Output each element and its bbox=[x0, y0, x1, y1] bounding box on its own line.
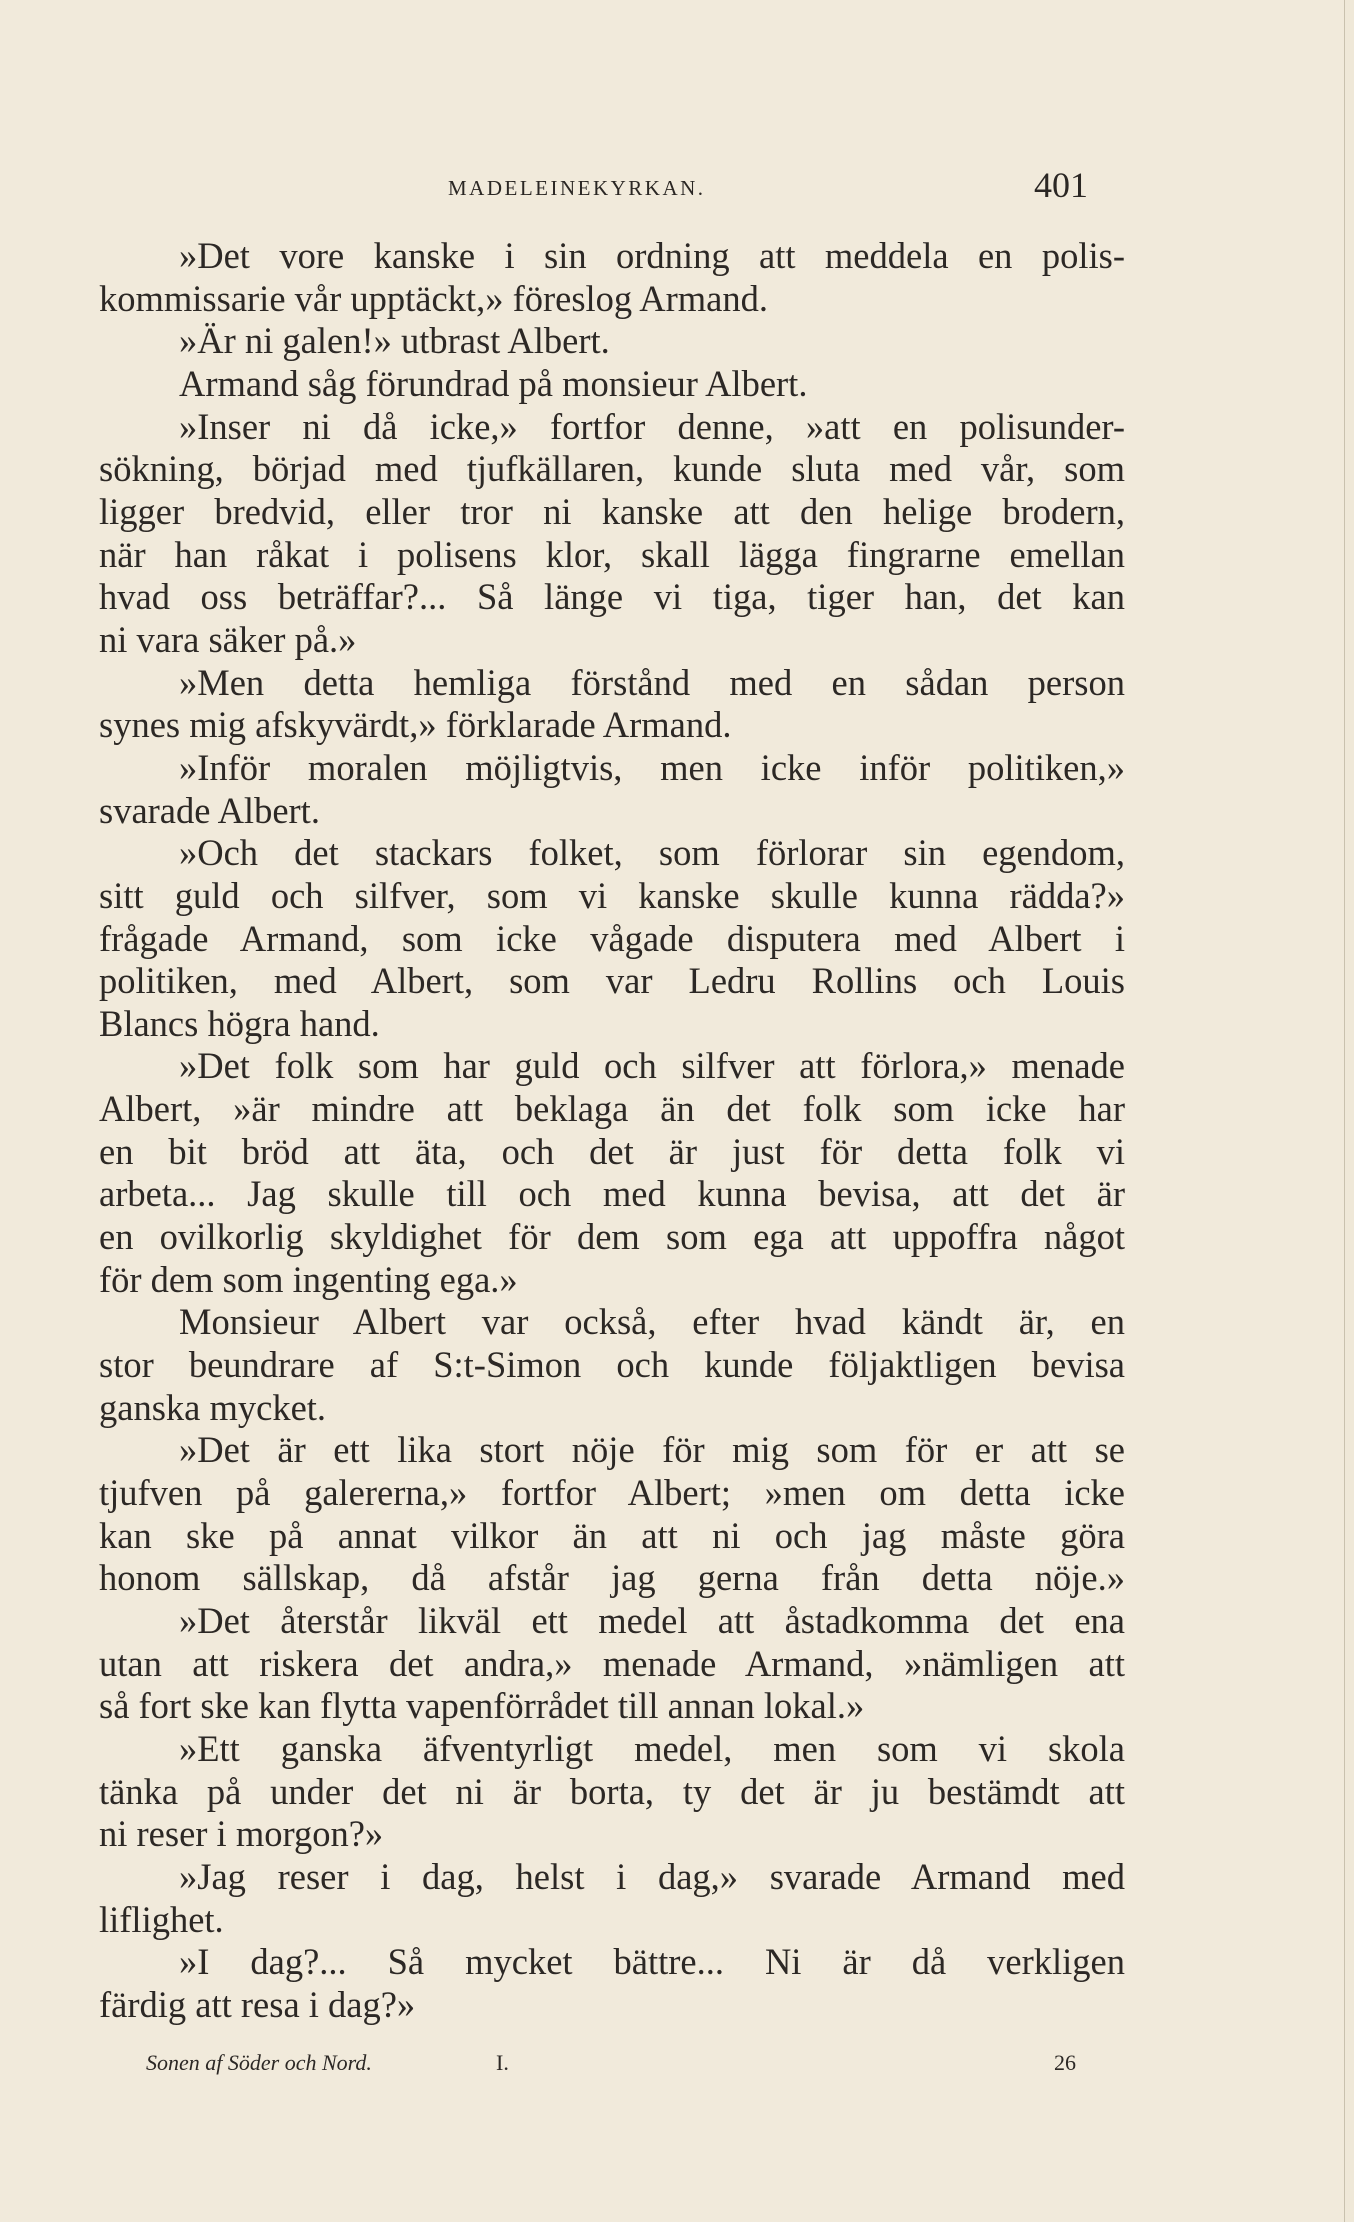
text-line: Armand såg förundrad på monsieur Albert. bbox=[179, 362, 808, 404]
text-line: »Jag reser i dag, helst i dag,» svarade Armand med bbox=[179, 1855, 1125, 1897]
text-line: för dem som ingenting ega.» bbox=[99, 1258, 518, 1300]
text-line: Albert, »är mindre att beklaga än det folk som icke har bbox=[99, 1088, 1125, 1130]
text-line: Monsieur Albert var också, efter hvad kändt är, en bbox=[179, 1301, 1125, 1343]
text-line: liflighet. bbox=[99, 1898, 224, 1940]
footer-volume: I. bbox=[496, 2050, 509, 2075]
text-line: frågade Armand, som icke vågade disputera med Albert i bbox=[99, 917, 1125, 959]
page-edge bbox=[1344, 0, 1354, 2222]
text-line: stor beundrare af S:t-Simon och kunde följaktligen bevisa bbox=[99, 1344, 1125, 1386]
text-line: »Ett ganska äfventyrligt medel, men som vi skola bbox=[179, 1727, 1125, 1769]
text-line: »Inför moralen möjligtvis, men icke inför politiken,» bbox=[179, 746, 1125, 788]
text-line: arbeta... Jag skulle till och med kunna bevisa, att det är bbox=[99, 1173, 1125, 1215]
text-line: ganska mycket. bbox=[99, 1386, 327, 1428]
page-number: 401 bbox=[1034, 165, 1088, 205]
text-line: synes mig afskyvärdt,» förklarade Armand. bbox=[99, 704, 732, 746]
text-line: sitt guld och silfver, som vi kanske skulle kunna rädda?» bbox=[99, 874, 1125, 916]
text-line: »Det är ett lika stort nöje för mig som för er att se bbox=[179, 1429, 1125, 1471]
text-line: hvad oss beträffar?... Så länge vi tiga, tiger han, det kan bbox=[99, 576, 1125, 618]
text-line: ni reser i morgon?» bbox=[99, 1813, 384, 1855]
text-line: »Men detta hemliga förstånd med en sådan person bbox=[179, 661, 1125, 703]
text-line: politiken, med Albert, som var Ledru Rollins och Louis bbox=[99, 960, 1125, 1002]
text-line: »Det återstår likväl ett medel att åstadkomma det ena bbox=[179, 1600, 1125, 1641]
text-line: kommissarie vår upptäckt,» föreslog Armand. bbox=[99, 277, 769, 319]
text-line: »Och det stackars folket, som förlorar sin egendom, bbox=[179, 832, 1125, 874]
text-line: kan ske på annat vilkor än att ni och jag måste göra bbox=[99, 1514, 1125, 1556]
body-text bbox=[99, 235, 1125, 2027]
text-line: sökning, börjad med tjufkällaren, kunde sluta med vår, som bbox=[99, 448, 1125, 490]
text-line: »Det vore kanske i sin ordning att meddela en polis- bbox=[179, 235, 1125, 276]
text-line: svarade Albert. bbox=[99, 789, 320, 831]
running-head: MADELEINEKYRKAN. bbox=[448, 176, 706, 200]
text-line: tänka på under det ni är borta, ty det är ju bestämdt att bbox=[99, 1770, 1125, 1812]
text-line: ligger bredvid, eller tror ni kanske att den helige brodern, bbox=[99, 490, 1125, 532]
footer-source-title: Sonen af Söder och Nord. bbox=[146, 2050, 372, 2075]
text-line: tjufven på galererna,» fortfor Albert; »men om detta icke bbox=[99, 1472, 1125, 1514]
text-line: utan att riskera det andra,» menade Armand, »nämligen att bbox=[99, 1642, 1125, 1684]
text-line: »Är ni galen!» utbrast Albert. bbox=[179, 320, 610, 362]
text-line: »I dag?... Så mycket bättre... Ni är då verkligen bbox=[179, 1941, 1125, 1983]
text-line: när han råkat i polisens klor, skall lägga fingrarne emellan bbox=[99, 533, 1125, 575]
text-line: Blancs högra hand. bbox=[99, 1002, 380, 1044]
text-line: ni vara säker på.» bbox=[99, 618, 357, 660]
text-line: »Inser ni då icke,» fortfor denne, »att en polisunder- bbox=[179, 405, 1125, 447]
text-line: honom sällskap, då afstår jag gerna från detta nöje.» bbox=[99, 1557, 1125, 1599]
text-line: så fort ske kan flytta vapenförrådet till annan lokal.» bbox=[99, 1685, 865, 1727]
footer-signature-mark: 26 bbox=[1054, 2050, 1076, 2075]
text-line: en bit bröd att äta, och det är just för detta folk vi bbox=[99, 1130, 1125, 1172]
text-line: »Det folk som har guld och silfver att förlora,» menade bbox=[179, 1045, 1125, 1087]
text-line: en ovilkorlig skyldighet för dem som ega att uppoffra något bbox=[99, 1216, 1125, 1258]
text-line: färdig att resa i dag?» bbox=[99, 1983, 416, 2025]
